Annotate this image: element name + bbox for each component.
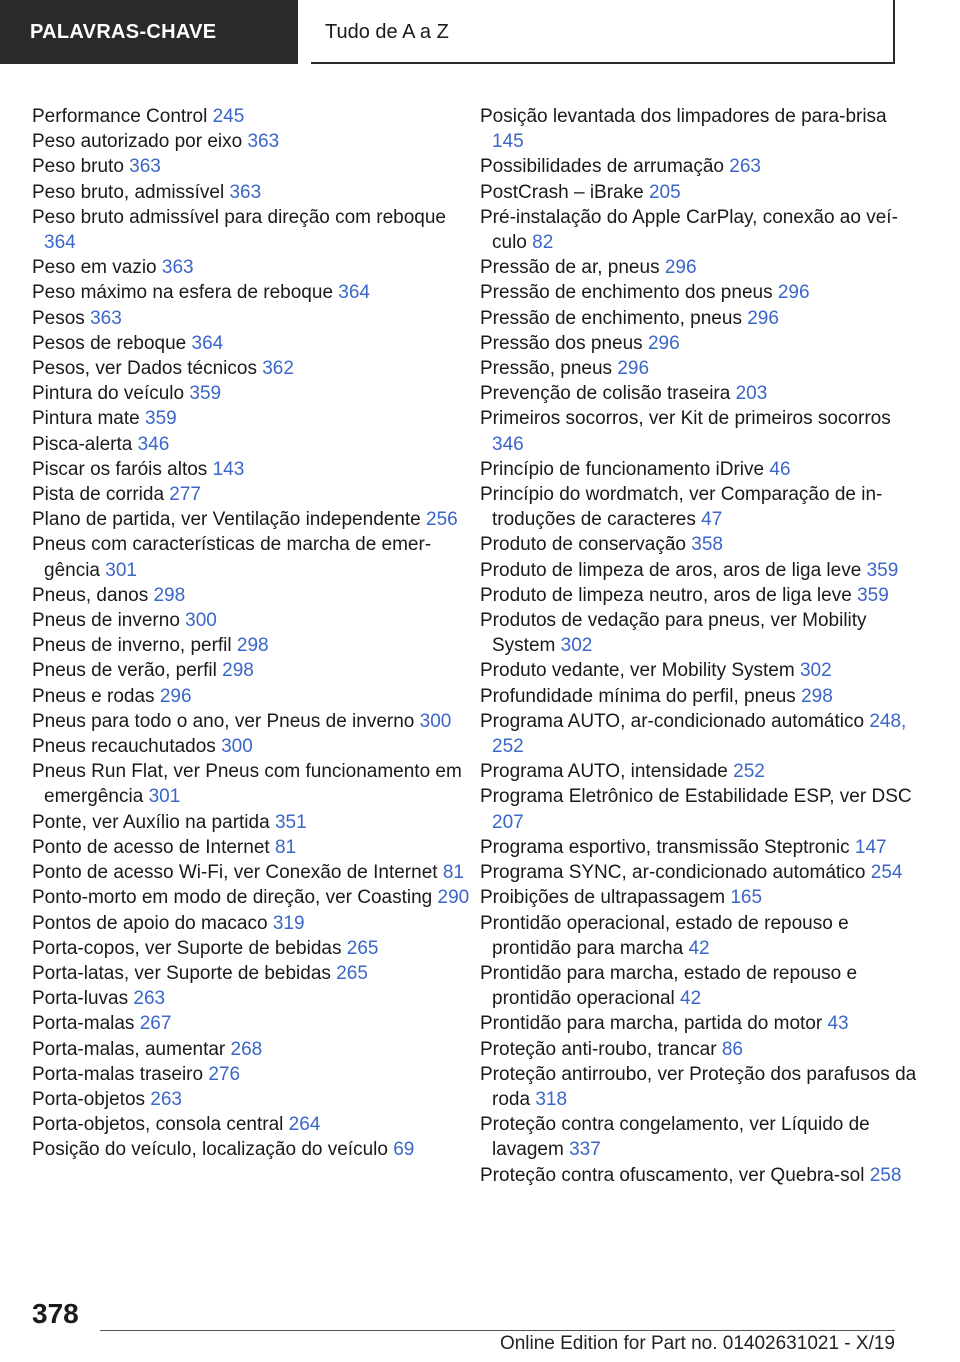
index-page-link[interactable]: 265: [336, 962, 368, 984]
index-page-link[interactable]: 298: [236, 635, 269, 657]
index-page-link[interactable]: 300: [221, 736, 253, 758]
index-page-link[interactable]: 346: [137, 433, 170, 455]
index-term: Pressão de enchimento dos pneus: [480, 282, 778, 304]
index-entry: [32, 1037, 472, 1062]
index-term: Prevenção de colisão traseira: [480, 383, 736, 405]
index-term: Produto de conservação: [480, 534, 692, 556]
index-entry: [32, 810, 472, 835]
index-entry: [32, 482, 472, 507]
index-entry: [32, 255, 472, 280]
index-term: Profundidade mínima do perfil, pneus: [480, 685, 802, 707]
index-entry: [32, 608, 472, 633]
index-term: Proteção contra ofuscamento, ver Quebra-sol: [480, 1164, 870, 1186]
index-page-link[interactable]: 296: [617, 358, 650, 380]
index-entry: [480, 1112, 920, 1162]
index-term: Programa AUTO, intensidade: [480, 761, 734, 783]
index-term: Princípio do wordmatch, ver Comparação de introduções de caracteres: [480, 484, 883, 531]
index-term: Peso em vazio: [32, 257, 162, 279]
index-term: Peso bruto, admissível: [32, 181, 230, 203]
index-entry: [32, 734, 472, 759]
index-term: Pesos de reboque: [32, 332, 192, 354]
index-term: Programa AUTO, ar-condicionado automático: [480, 710, 870, 732]
index-entry: [32, 129, 472, 154]
index-entry: [32, 1062, 472, 1087]
index-term: Pintura do veículo: [32, 383, 190, 405]
index-page-link[interactable]: 346: [492, 433, 524, 455]
index-entry: [480, 482, 920, 532]
index-entry: [480, 684, 920, 709]
index-page-link[interactable]: 81: [274, 836, 297, 858]
index-entry: [480, 154, 920, 179]
index-entry: [480, 1011, 920, 1036]
index-entry: [32, 860, 472, 885]
index-column-left: [32, 104, 472, 1163]
index-entry: [480, 961, 920, 1011]
index-term: Produto vedante, ver Mobility System: [480, 660, 800, 682]
index-entry: [480, 860, 920, 885]
index-page-link[interactable]: 319: [272, 912, 305, 934]
index-term: Proibições de ultrapassagem: [480, 887, 731, 909]
index-page-link[interactable]: 147: [854, 836, 887, 858]
index-entry: [32, 180, 472, 205]
index-term: Porta-objetos: [32, 1088, 151, 1110]
index-entry: [480, 759, 920, 784]
index-page-link[interactable]: 46: [769, 458, 791, 480]
index-entry: [480, 835, 920, 860]
index-entry: [480, 331, 920, 356]
index-page-link[interactable]: 252: [733, 761, 765, 783]
index-entry: [32, 280, 472, 305]
index-page-link[interactable]: 363: [129, 156, 161, 178]
index-term: Peso bruto admissível para direção com reboque: [32, 206, 447, 228]
index-entry: [32, 356, 472, 381]
index-term: Pneus e rodas: [32, 685, 160, 707]
index-entry: [480, 532, 920, 557]
index-page-link[interactable]: 267: [139, 1013, 172, 1035]
index-term: Primeiros socorros, ver Kit de primeiros socorros: [480, 408, 891, 430]
index-term: Pesos, ver Dados técnicos: [32, 358, 263, 380]
index-page-link[interactable]: 359: [857, 584, 889, 606]
index-term: Pressão, pneus: [480, 358, 618, 380]
index-page-link[interactable]: 145: [492, 131, 524, 153]
index-entry: [32, 1087, 472, 1112]
index-term: Pneus recauchutados: [32, 736, 222, 758]
index-page-link[interactable]: 359: [145, 408, 177, 430]
index-term: Pneus, danos: [32, 584, 154, 606]
index-page-link[interactable]: 290: [437, 887, 470, 909]
index-term: Ponte, ver Auxílio na partida: [32, 811, 275, 833]
index-page-link[interactable]: 296: [159, 685, 192, 707]
index-entry: [480, 885, 920, 910]
index-entry: [32, 532, 472, 582]
index-term: Pré-instalação do Apple CarPlay, conexão ao veículo: [480, 206, 898, 254]
index-entry: [480, 709, 920, 759]
index-term: Pneus Run Flat, ver Pneus com funcionamento em emergência: [32, 761, 462, 808]
index-page-link[interactable]: 42: [688, 937, 710, 959]
index-term: Proteção contra congelamento, ver Líquido de lavagem: [480, 1114, 870, 1161]
index-term: Pesos: [32, 307, 91, 329]
index-page-link[interactable]: 203: [735, 383, 768, 405]
index-term: Pressão dos pneus: [480, 332, 648, 354]
index-entry: [480, 356, 920, 381]
index-term: Peso máximo na esfera de reboque: [32, 282, 339, 304]
index-term: Prontidão para marcha, partida do motor: [480, 1013, 828, 1035]
index-entry: [32, 457, 472, 482]
index-page-link[interactable]: 359: [189, 383, 222, 405]
index-entry: [480, 406, 920, 456]
index-page-link[interactable]: 318: [535, 1088, 568, 1110]
index-term: Piscar os faróis altos: [32, 458, 213, 480]
index-entry: [32, 331, 472, 356]
index-term: Porta-latas, ver Suporte de bebidas: [32, 962, 337, 984]
index-page-link[interactable]: 43: [827, 1013, 849, 1035]
index-page-link[interactable]: 364: [44, 232, 76, 254]
index-term: Porta-malas, aumentar: [32, 1038, 231, 1060]
index-entry: [480, 608, 920, 658]
index-term: Pista de corrida: [32, 484, 170, 506]
index-term: Produto de limpeza de aros, aros de liga leve: [480, 559, 867, 581]
footer-divider: [100, 1330, 895, 1331]
index-page-link[interactable]: 69: [393, 1139, 415, 1161]
index-page-link[interactable]: 298: [801, 685, 833, 707]
index-page-link[interactable]: 276: [208, 1063, 241, 1085]
index-term: Peso autorizado por eixo: [32, 131, 248, 153]
index-entry: [32, 759, 472, 809]
index-entry: [32, 406, 472, 431]
index-entry: [480, 1062, 920, 1112]
index-page-link[interactable]: 358: [691, 534, 723, 556]
index-term: Pontos de apoio do macaco: [32, 912, 273, 934]
index-entry: [480, 1163, 920, 1188]
index-term: Programa esportivo, transmissão Steptronic: [480, 836, 855, 858]
index-entry: [32, 986, 472, 1011]
index-page-link[interactable]: 296: [664, 257, 697, 279]
index-page-link[interactable]: 300: [185, 610, 217, 632]
index-page-link[interactable]: 363: [90, 307, 122, 329]
page-number: 378: [32, 1298, 79, 1329]
index-entry: [32, 1011, 472, 1036]
index-page-link[interactable]: 301: [105, 559, 137, 581]
index-page-link[interactable]: 263: [133, 988, 166, 1010]
index-term: Ponto de acesso Wi-Fi, ver Conexão de Internet: [32, 862, 443, 884]
index-entry: [32, 205, 472, 255]
index-entry: [32, 104, 472, 129]
section-tab: PALAVRAS-CHAVE: [0, 0, 298, 64]
index-page-link[interactable]: 296: [747, 307, 779, 329]
index-entry: [480, 1037, 920, 1062]
index-term: Produtos de vedação para pneus, ver Mobility System: [480, 610, 867, 657]
index-page-link[interactable]: 245: [212, 106, 245, 127]
index-term: Porta-objetos, consola central: [32, 1114, 289, 1136]
index-term: PostCrash – iBrake: [480, 181, 649, 203]
index-term: Performance Control: [32, 106, 213, 127]
index-entry: [32, 306, 472, 331]
index-page-link[interactable]: 143: [212, 458, 245, 480]
index-entry: [480, 784, 920, 834]
index-term: Pneus de inverno: [32, 610, 186, 632]
index-entry: [480, 306, 920, 331]
index-page-link[interactable]: 165: [730, 887, 763, 909]
index-page-link[interactable]: 263: [729, 156, 761, 178]
index-page-link[interactable]: 300: [419, 710, 452, 732]
index-entry: [480, 583, 920, 608]
index-entry: [480, 255, 920, 280]
index-entry: [32, 1112, 472, 1137]
footer-edition: Online Edition for Part no. 01402631021 - X/19: [499, 1333, 895, 1354]
index-entry: [32, 911, 472, 936]
index-term: Programa Eletrônico de Estabilidade ESP, ver DSC: [480, 786, 912, 808]
index-term: Pneus para todo o ano, ver Pneus de inverno: [32, 710, 420, 732]
index-entry: [32, 658, 472, 683]
index-term: Prontidão operacional, estado de repouso e prontidão para marcha: [480, 912, 849, 959]
index-entry: [32, 936, 472, 961]
index-term: Peso bruto: [32, 156, 130, 178]
index-entry: [480, 280, 920, 305]
index-page-link[interactable]: 42: [680, 988, 702, 1010]
index-term: Pneus com características de marcha de emergência: [32, 534, 432, 581]
index-entry: [480, 104, 920, 154]
index-term: Porta-luvas: [32, 988, 134, 1010]
index-page-link[interactable]: 248, 252: [492, 710, 907, 758]
index-entry: [32, 684, 472, 709]
index-page-link[interactable]: 264: [288, 1114, 321, 1136]
index-page-link[interactable]: 363: [247, 131, 280, 153]
index-entry: [32, 507, 472, 532]
index-page-link[interactable]: 256: [426, 509, 458, 531]
index-page-link[interactable]: 296: [647, 332, 680, 354]
index-entry: [480, 558, 920, 583]
index-entry: [480, 911, 920, 961]
index-page-link[interactable]: 254: [870, 862, 903, 884]
index-entry: [32, 1137, 472, 1162]
index-term: Pressão de enchimento, pneus: [480, 307, 748, 329]
index-page-link[interactable]: 363: [229, 181, 262, 203]
index-term: Posição levantada dos limpadores de para-brisa: [480, 106, 887, 127]
index-page-link[interactable]: 207: [492, 811, 524, 833]
index-page-link[interactable]: 298: [153, 584, 186, 606]
index-term: Proteção anti-roubo, trancar: [480, 1038, 722, 1060]
index-page-link[interactable]: 258: [869, 1164, 902, 1186]
index-page-link[interactable]: 337: [569, 1139, 601, 1161]
index-term: Proteção antirroubo, ver Proteção dos parafusos da roda: [480, 1063, 917, 1110]
index-page-link[interactable]: 268: [230, 1038, 263, 1060]
index-page-link[interactable]: 82: [532, 232, 554, 254]
index-page-link[interactable]: 277: [169, 484, 201, 506]
index-page-link[interactable]: 363: [161, 257, 194, 279]
index-term: Possibilidades de arrumação: [480, 156, 730, 178]
index-entry: [480, 457, 920, 482]
index-term: Posição do veículo, localização do veículo: [32, 1139, 394, 1161]
index-page-link[interactable]: 359: [866, 559, 899, 581]
index-page-link[interactable]: 81: [442, 862, 464, 884]
index-page-link[interactable]: 86: [721, 1038, 743, 1060]
index-entry: [32, 381, 472, 406]
index-entry: [32, 633, 472, 658]
index-term: Pressão de ar, pneus: [480, 257, 665, 279]
index-term: Prontidão para marcha, estado de repouso e prontidão operacional: [480, 962, 858, 1010]
index-entry: [32, 835, 472, 860]
index-page-link[interactable]: 364: [191, 332, 224, 354]
index-term: Pneus de inverno, perfil: [32, 635, 237, 657]
index-page-link[interactable]: 265: [346, 937, 379, 959]
index-entry: [32, 709, 472, 734]
index-entry: [32, 961, 472, 986]
index-entry: [32, 885, 472, 910]
index-page-link[interactable]: 362: [262, 358, 294, 380]
index-term: Pneus de verão, perfil: [32, 660, 223, 682]
index-page-link[interactable]: 302: [560, 635, 593, 657]
index-term: Princípio de funcionamento iDrive: [480, 458, 770, 480]
index-term: Programa SYNC, ar-condicionado automático: [480, 862, 871, 884]
index-term: Porta-malas: [32, 1013, 140, 1035]
index-entry: [480, 658, 920, 683]
index-entry: [32, 432, 472, 457]
index-entry: [480, 180, 920, 205]
index-page-link[interactable]: 351: [274, 811, 307, 833]
index-term: Porta-copos, ver Suporte de bebidas: [32, 937, 347, 959]
index-page-link[interactable]: 296: [777, 282, 810, 304]
index-page-link[interactable]: 298: [222, 660, 254, 682]
index-term: Plano de partida, ver Ventilação independente: [32, 509, 427, 531]
index-term: Porta-malas traseiro: [32, 1063, 209, 1085]
index-entry: [32, 583, 472, 608]
chapter-title: Tudo de A a Z: [311, 0, 895, 64]
index-page-link[interactable]: 263: [150, 1088, 182, 1110]
index-page-link[interactable]: 302: [799, 660, 832, 682]
index-page-link[interactable]: 364: [338, 282, 370, 304]
index-term: Pisca-alerta: [32, 433, 138, 455]
index-column-right: [480, 104, 920, 1188]
index-entry: [32, 154, 472, 179]
index-entry: [480, 205, 920, 255]
index-page-link[interactable]: 205: [648, 181, 681, 203]
index-term: Ponto de acesso de Internet: [32, 836, 275, 858]
index-term: Produto de limpeza neutro, aros de liga leve: [480, 584, 858, 606]
index-term: Ponto-morto em modo de direção, ver Coasting: [32, 887, 438, 909]
index-page-link[interactable]: 301: [148, 786, 181, 808]
index-page-link[interactable]: 47: [701, 509, 723, 531]
index-term: Pintura mate: [32, 408, 145, 430]
index-entry: [480, 381, 920, 406]
